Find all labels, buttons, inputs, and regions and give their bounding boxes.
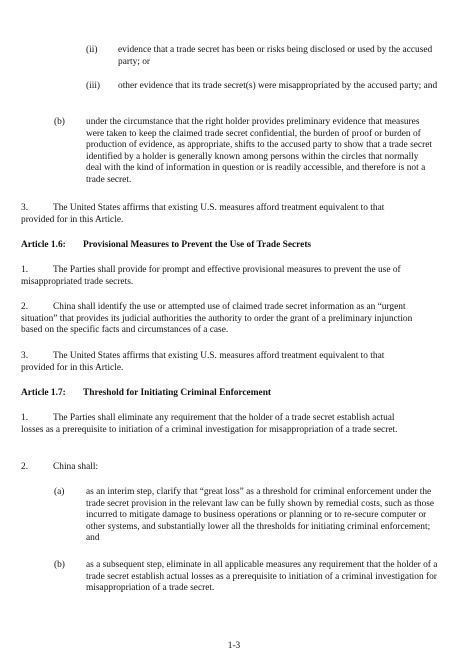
article-number: Article 1.7: (21, 388, 66, 398)
article-number: Article 1.6: (21, 240, 66, 250)
subitem-label: (ii) (86, 45, 98, 55)
paragraph-text: China shall identify the use or attempted use of claimed trade secret information as an “urgent situation” that provides its judicial authorities the authority to order the grant of a preliminary injunction based on the specific facts and circumstances of a case. (21, 302, 413, 336)
page-number: 1-3 (227, 641, 241, 651)
paragraph-2 (21, 302, 433, 337)
item-label: (b) (54, 560, 65, 570)
article-title: Provisional Measures to Prevent the Use of Trade Secrets (83, 240, 312, 250)
paragraph-2 (21, 462, 411, 474)
item-text: under the circumstance that the right holder provides preliminary evidence that measures were taken to keep the claimed trade secret confidential, the burden of proof or burden of production of evidence, as appropriate, shifts to the accused party to show that a trade secret identified by a holder is generally known among persons within the circles that normally deal with the kind of information in question or is readily accessible, and therefore is not a trade secret. (86, 117, 432, 185)
subitem-label: (iii) (86, 81, 101, 91)
subitem-text: other evidence that its trade secret(s) were misappropriated by the accused party; and (118, 81, 438, 91)
paragraph-label: 2. (21, 462, 29, 472)
paragraph-label: 3. (21, 351, 29, 361)
paragraph-1 (21, 413, 399, 436)
subitem-text: evidence that a trade secret has been or risks being disclosed or used by the accused party; or (118, 45, 433, 67)
paragraph-text: The Parties shall eliminate any requirement that the holder of a trade secret establish actual losses as a prerequisite to initiation of a criminal investigation for misappropriation of a trade secret. (21, 413, 398, 435)
item-label: (a) (54, 487, 65, 497)
paragraph-label: 2. (21, 302, 29, 312)
paragraph-label: 1. (21, 413, 29, 423)
paragraph-text: The United States affirms that existing U.S. measures afford treatment equivalent to that provided for in this Article. (21, 203, 385, 225)
paragraph-label: 1. (21, 265, 29, 275)
article-title: Threshold for Initiating Criminal Enforcement (83, 388, 272, 398)
paragraph-text: China shall: (53, 462, 99, 472)
item-label: (b) (54, 117, 65, 127)
paragraph-label: 3. (21, 203, 29, 213)
item-text: as a subsequent step, eliminate in all applicable measures any requirement that the holder of a trade secret establish actual losses as a prerequisite to initiation of a criminal investigation for misappropriation of a trade secret. (86, 560, 438, 594)
paragraph-text: The United States affirms that existing U.S. measures afford treatment equivalent to that provided for in this Article. (21, 351, 385, 373)
paragraph-3 (21, 203, 411, 226)
paragraph-3 (21, 351, 411, 374)
paragraph-text: The Parties shall provide for prompt and effective provisional measures to prevent the use of misappropriated trade secrets. (21, 265, 401, 287)
item-text: as an interim step, clarify that “great loss” as a threshold for criminal enforcement under the trade secret provision in the relevant law can be fully shown by remedial costs, such as those incurred to mitigate damage to business operations or planning or to re-secure computer or other systems, and substantially lower all the thresholds for initiating criminal enforcement; and (86, 487, 435, 544)
paragraph-1 (21, 265, 411, 288)
